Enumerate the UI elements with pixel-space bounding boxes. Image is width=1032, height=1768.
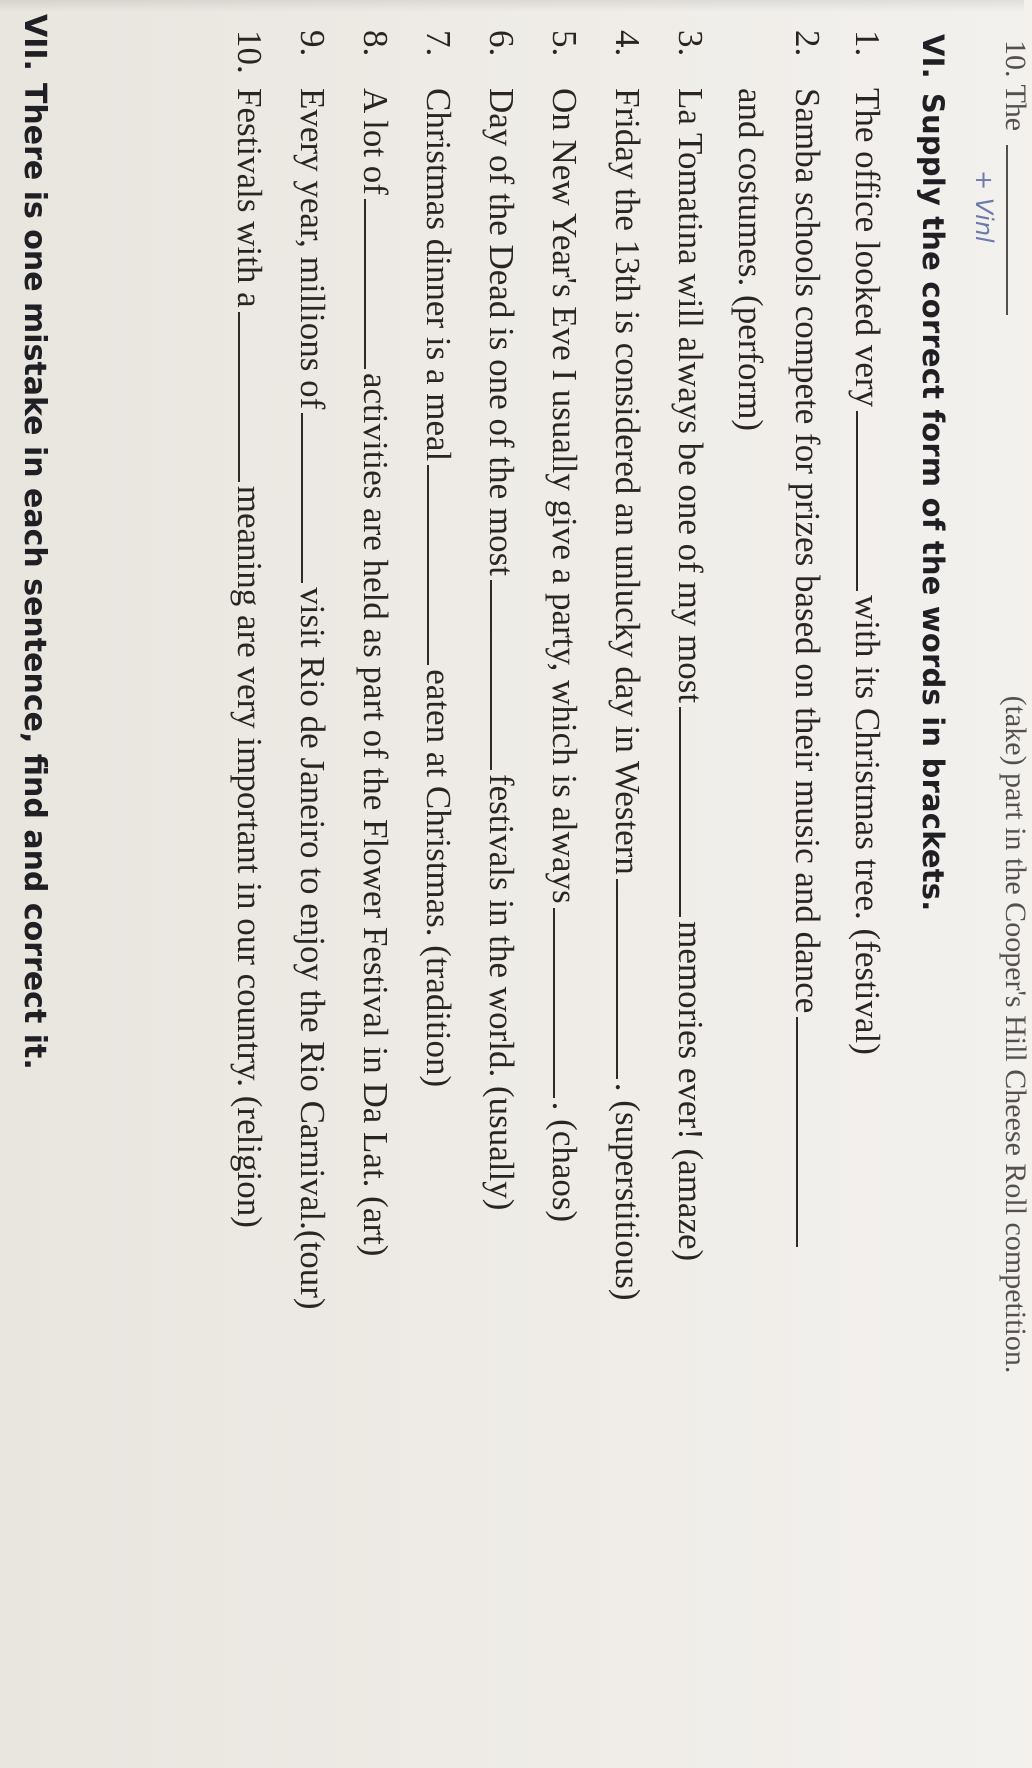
item-text-after: eaten at Christmas. (tradition) <box>419 669 458 1088</box>
exercise-item-5 <box>533 30 596 1752</box>
item-number: 10. <box>230 30 269 74</box>
section-vii-number: VII. <box>17 14 52 71</box>
exercise-item-6 <box>470 30 533 1752</box>
section-vi-title <box>916 34 950 911</box>
cut-off-start: 10. The <box>999 40 1032 132</box>
item-number: 9. <box>293 30 332 57</box>
exercise-item-8 <box>344 30 407 1752</box>
item-text-after: activities are held as part of the Flower Festival in Da Lat. (art) <box>356 372 395 1257</box>
answer-blank[interactable] <box>856 411 886 591</box>
answer-blank[interactable] <box>796 1017 826 1247</box>
item-text-after: . (superstitious) <box>608 1082 647 1301</box>
section-vi-number: VI. <box>916 34 950 79</box>
answer-blank[interactable] <box>553 908 583 1098</box>
cut-off-blank <box>1006 145 1028 315</box>
exercise-item-10 <box>218 30 281 1752</box>
item-text-before: Samba schools compete for prizes based on their music and dance <box>788 88 827 1014</box>
item-number: 2. <box>788 30 827 57</box>
answer-blank[interactable] <box>364 199 394 369</box>
item-number: 8. <box>356 30 395 57</box>
page-shadow <box>0 0 1024 12</box>
exercise-item-9 <box>281 30 344 1752</box>
section-vi-instruction: Supply the correct form of the words in brackets. <box>916 92 950 912</box>
item-number: 5. <box>545 30 584 57</box>
item-number: 4. <box>608 30 647 57</box>
item-text-before: Every year, millions of <box>293 88 332 410</box>
answer-blank[interactable] <box>427 465 457 665</box>
answer-blank[interactable] <box>490 580 520 770</box>
item-text-before: A lot of <box>356 88 395 195</box>
item-text-before: Friday the 13th is considered an unlucky day in Western <box>608 88 647 875</box>
answer-blank[interactable] <box>679 707 709 917</box>
section-vii-instruction: There is one mistake in each sentence, find and correct it. <box>17 82 52 1070</box>
item-text-after: meaning are very important in our country. (religion) <box>230 485 269 1228</box>
item-number: 1. <box>848 30 887 57</box>
item-text-before: La Tomatina will always be one of my most <box>671 88 710 704</box>
item-text-after: visit Rio de Janeiro to enjoy the Rio Carnival.(tour) <box>293 587 332 1310</box>
exercise-item-2 <box>778 30 836 1752</box>
item-text-before: Christmas dinner is a meal <box>419 88 458 462</box>
item-text-after: memories ever! (amaze) <box>671 921 710 1262</box>
cut-off-previous-line <box>998 40 1032 1738</box>
exercise-item-7 <box>407 30 470 1752</box>
exercise-item-2-continuation: and costumes. (perform) <box>731 88 770 432</box>
exercise-item-3 <box>659 30 722 1752</box>
answer-blank[interactable] <box>238 312 268 482</box>
item-text-after: with its Christmas tree. (festival) <box>848 595 887 1055</box>
item-number: 3. <box>671 30 710 57</box>
exercise-list <box>218 30 899 1752</box>
item-text-after: festivals in the world. (usually) <box>482 773 521 1211</box>
item-text-before: Day of the Dead is one of the most <box>482 88 521 576</box>
item-text-before: The office looked very <box>848 88 887 408</box>
handwritten-note: + Vinl <box>970 170 998 243</box>
item-number: 7. <box>419 30 458 57</box>
answer-blank[interactable] <box>301 413 331 583</box>
exercise-item-4 <box>596 30 659 1752</box>
item-number: 6. <box>482 30 521 57</box>
exercise-item-1 <box>836 30 899 1752</box>
cut-off-end: (take) part in the Cooper's Hill Cheese Roll competition. <box>999 695 1032 1374</box>
item-text-before: Festivals with a <box>230 88 269 308</box>
item-text-after: . (chaos) <box>545 1101 584 1223</box>
answer-blank[interactable] <box>616 879 646 1079</box>
item-text-before: On New Year's Eve I usually give a party, which is always <box>545 88 584 904</box>
section-vii-title <box>17 14 52 1070</box>
